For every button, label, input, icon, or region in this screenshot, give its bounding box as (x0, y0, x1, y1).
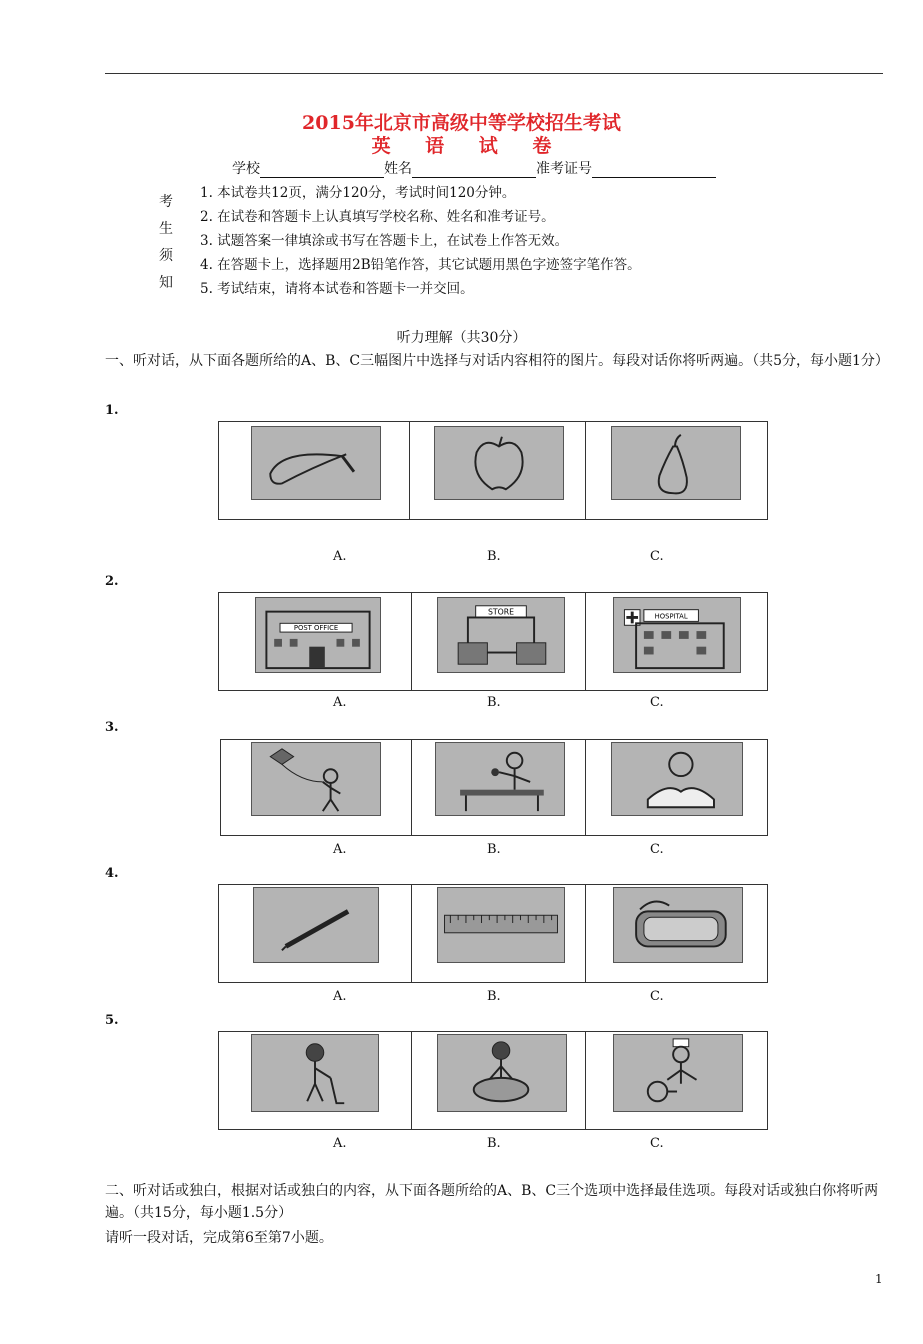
question-4-pictures (218, 884, 768, 983)
exam-title: 2015年北京市高级中等学校招生考试 (302, 112, 621, 134)
header-rule (105, 73, 883, 74)
question-number: 4. (105, 866, 119, 881)
option-c-label: C. (650, 695, 664, 710)
notice-item: 2. 在试卷和答题卡上认真填写学校名称、姓名和准考证号。 (200, 209, 555, 225)
notice-item: 5. 考试结束，请将本试卷和答题卡一并交回。 (200, 281, 474, 297)
post-office-image[interactable] (255, 597, 381, 673)
listening-section-title: 听力理解（共30分） (396, 330, 527, 346)
hospital-sign: HOSPITAL (654, 612, 688, 621)
divider (585, 1032, 586, 1129)
apple-image[interactable] (434, 426, 564, 500)
option-c-label: C. (650, 549, 664, 564)
notice-label-char: 生 (159, 221, 173, 237)
option-c-label: C. (650, 1136, 664, 1151)
question-2-pictures (218, 592, 768, 691)
student-info-line (232, 158, 716, 178)
divider (409, 422, 410, 519)
exam-subtitle: 英 语 试 卷 (371, 135, 566, 157)
option-a-label: A. (333, 695, 347, 710)
part1-instruction: 一、听对话，从下面各题所给的A、B、C三幅图片中选择与对话内容相符的图片。每段对话你将听两遍。（共5分，每小题1分） (105, 353, 889, 369)
store-image[interactable] (437, 597, 565, 673)
option-c-label: C. (650, 989, 664, 1004)
exam-id-label: 准考证号 (536, 161, 592, 177)
school-label: 学校 (232, 161, 260, 177)
banana-image[interactable] (251, 426, 381, 500)
divider (585, 740, 586, 835)
question-5-pictures (218, 1031, 768, 1130)
question-1-pictures (218, 421, 768, 520)
kite-flying-image[interactable] (251, 742, 381, 816)
question-number: 1. (105, 403, 119, 418)
option-b-label: B. (487, 989, 501, 1004)
name-blank (412, 163, 536, 178)
pencil-image[interactable] (253, 887, 379, 963)
part2-instruction: 二、听对话或独白，根据对话或独白的内容，从下面各题所给的A、B、C三个选项中选择最佳选项。每段对话或独白你将听两遍。（共15分，每小题1.5分） (105, 1183, 879, 1221)
washing-image[interactable] (437, 1034, 567, 1112)
question-number: 2. (105, 574, 119, 589)
divider (585, 885, 586, 982)
exam-id-blank (592, 163, 716, 178)
pear-image[interactable] (611, 426, 741, 500)
option-a-label: A. (333, 989, 347, 1004)
notice-label-char: 须 (159, 248, 173, 264)
option-b-label: B. (487, 842, 501, 857)
ping-pong-image[interactable] (435, 742, 565, 816)
pencil-case-image[interactable] (613, 887, 743, 963)
option-a-label: A. (333, 549, 347, 564)
notice-item: 3. 试题答案一律填涂或书写在答题卡上，在试卷上作答无效。 (200, 233, 569, 249)
page-number: 1 (875, 1272, 883, 1286)
divider (585, 593, 586, 690)
hospital-image[interactable] (613, 597, 741, 673)
notice-label (156, 189, 176, 297)
divider (411, 885, 412, 982)
notice-label-char: 考 (159, 194, 173, 210)
option-a-label: A. (333, 842, 347, 857)
name-label: 姓名 (384, 161, 412, 177)
option-a-label: A. (333, 1136, 347, 1151)
question-number: 5. (105, 1013, 119, 1028)
option-b-label: B. (487, 549, 501, 564)
cooking-image[interactable] (613, 1034, 743, 1112)
reading-image[interactable] (611, 742, 743, 816)
post-office-sign: POST OFFICE (293, 624, 339, 633)
option-b-label: B. (487, 695, 501, 710)
notice-list (200, 181, 641, 301)
option-c-label: C. (650, 842, 664, 857)
divider (411, 1032, 412, 1129)
divider (411, 740, 412, 835)
school-blank (260, 163, 384, 178)
question-3-pictures (220, 739, 768, 836)
store-sign: STORE (487, 607, 515, 617)
option-b-label: B. (487, 1136, 501, 1151)
part2-sub-instruction: 请听一段对话，完成第6至第7小题。 (105, 1230, 333, 1246)
question-number: 3. (105, 720, 119, 735)
divider (585, 422, 586, 519)
notice-item: 1. 本试卷共12页，满分120分，考试时间120分钟。 (200, 185, 516, 201)
notice-item: 4. 在答题卡上，选择题用2B铅笔作答，其它试题用黑色字迹签字笔作答。 (200, 257, 641, 273)
notice-label-char: 知 (159, 275, 173, 291)
sweeping-image[interactable] (251, 1034, 379, 1112)
divider (411, 593, 412, 690)
ruler-image[interactable] (437, 887, 565, 963)
